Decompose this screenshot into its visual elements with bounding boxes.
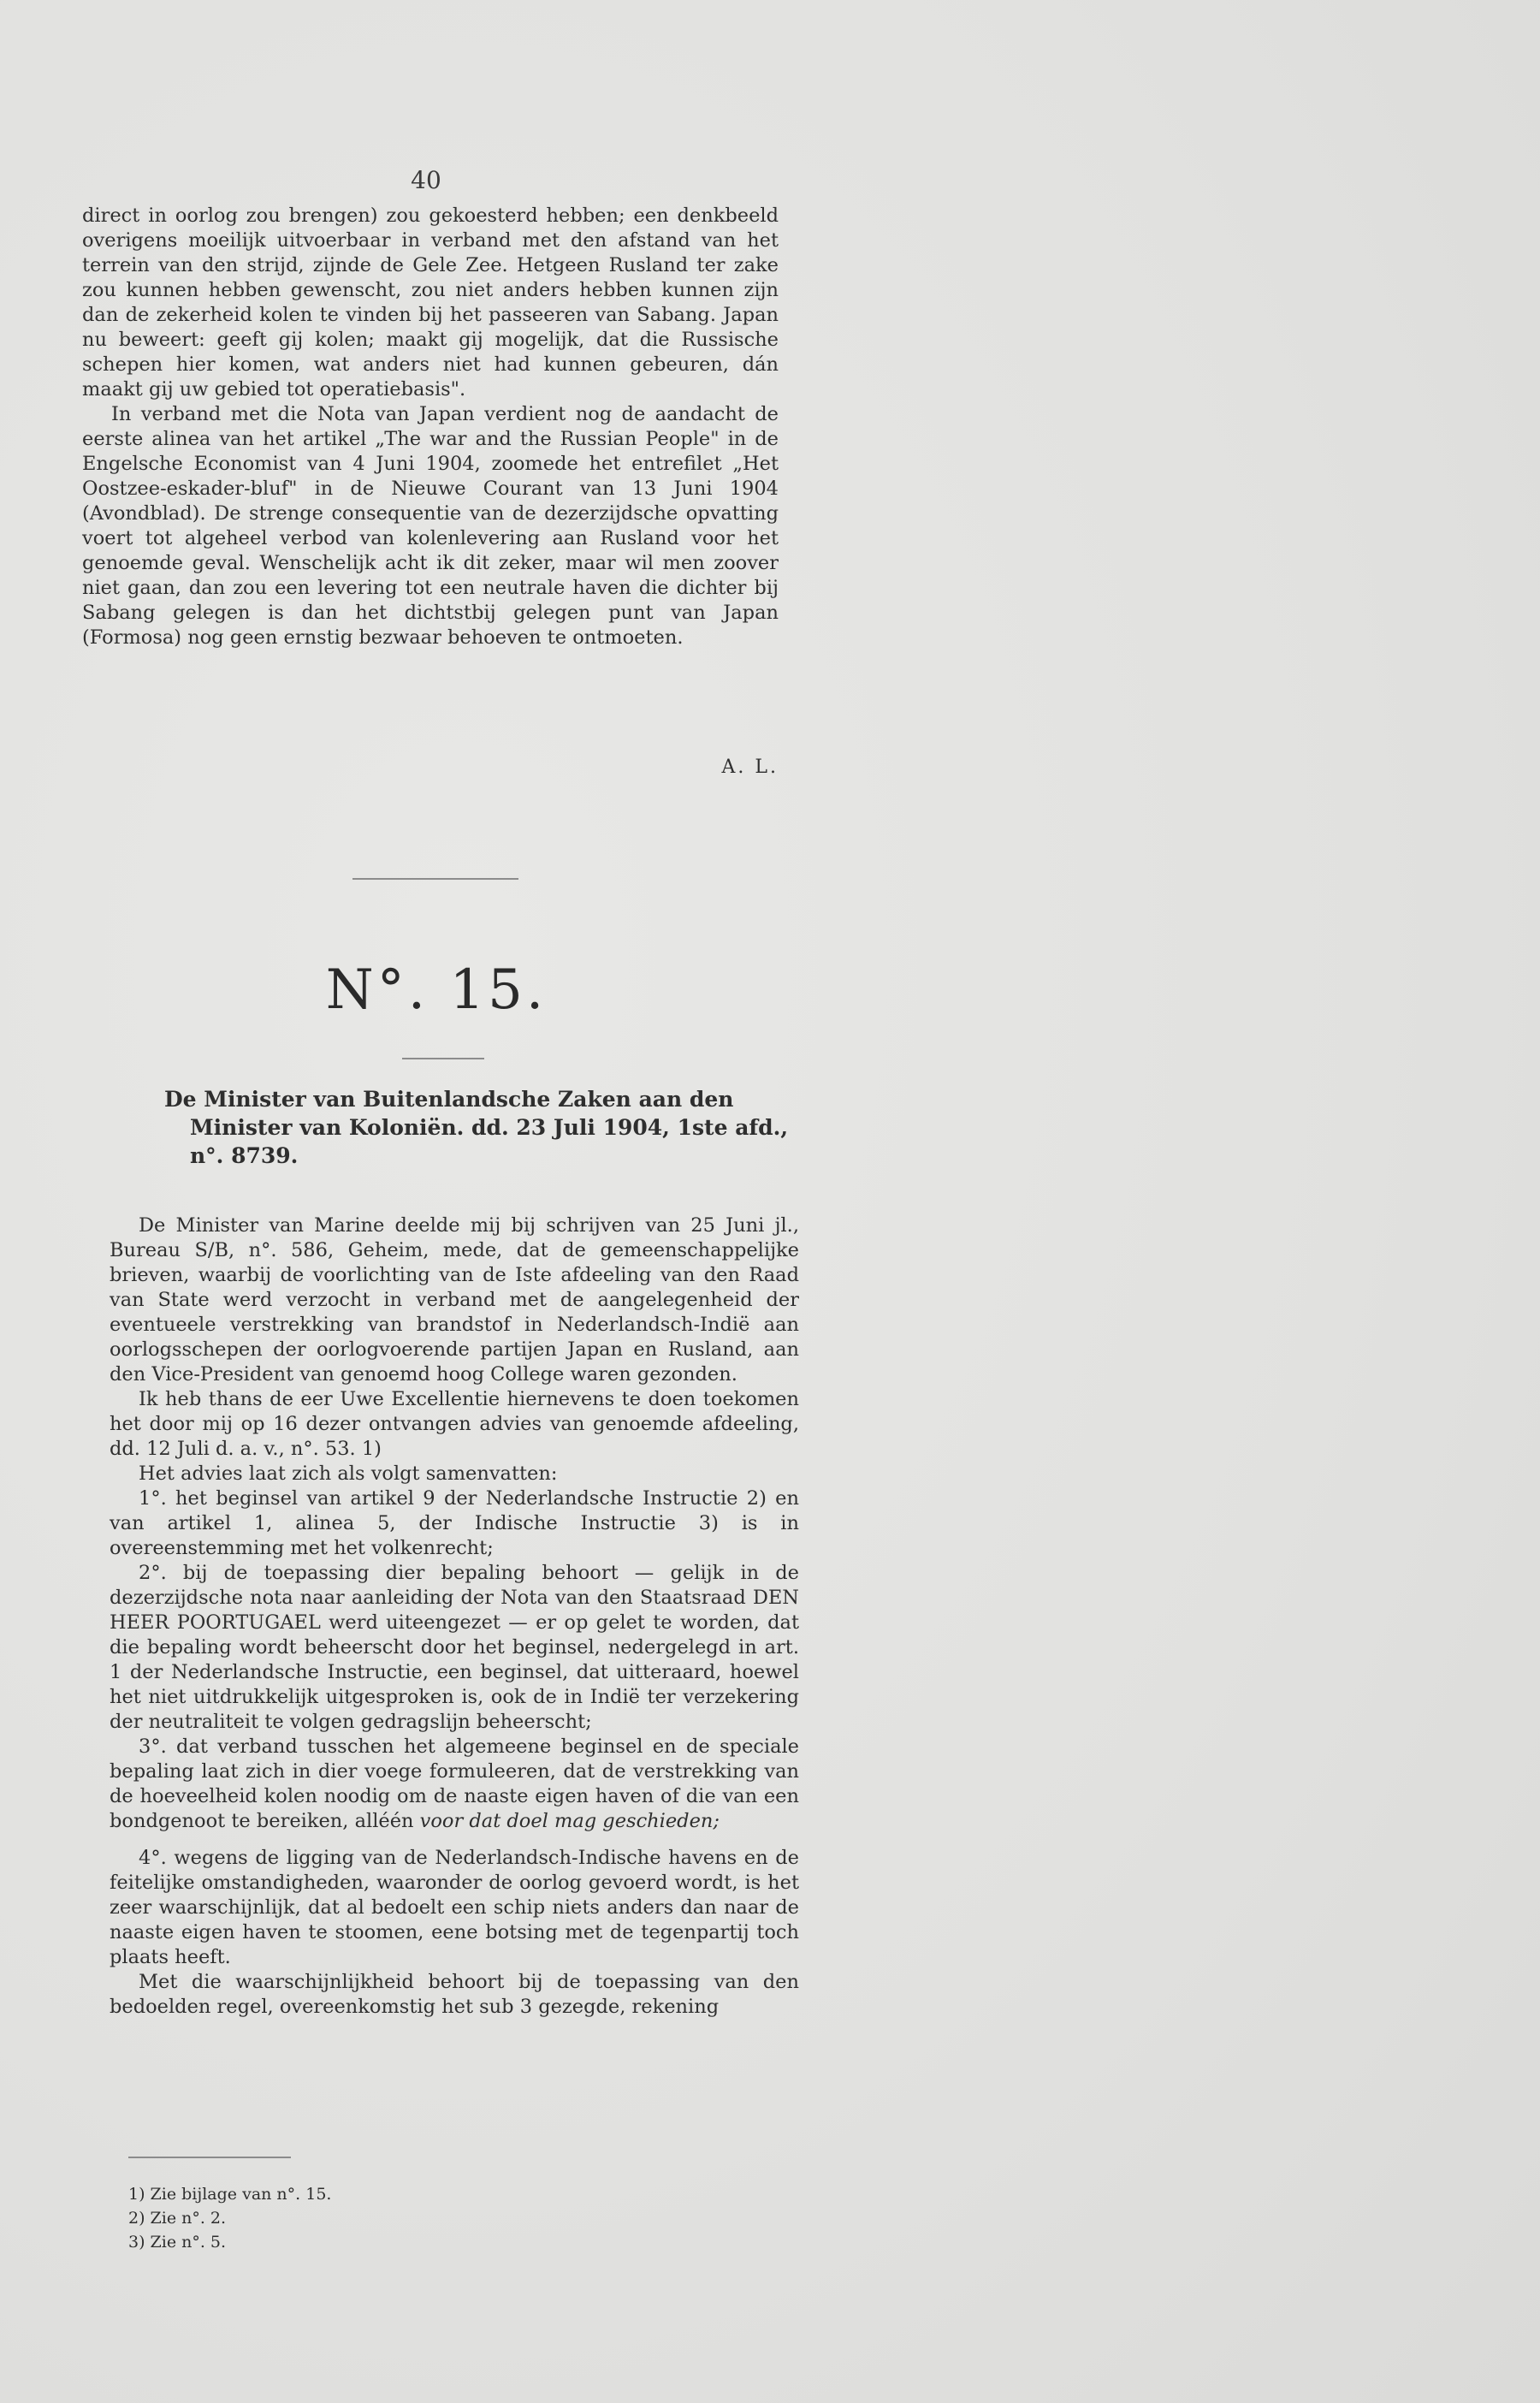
body-paragraph-2: Ik heb thans de eer Uwe Excellentie hiernevens te doen toekomen het door mij op 16 dezer ontvangen advies van genoemde afdeeling, dd. 12 Juli d. a. v., n°. 53. 1) xyxy=(110,1388,799,1460)
footnote: 3) Zie n°. 5. xyxy=(128,2233,227,2252)
continued-text-block xyxy=(82,204,779,650)
signature-initials: A. L. xyxy=(721,756,779,778)
footnote: 1) Zie bijlage van n°. 15. xyxy=(128,2185,332,2204)
footnote-rule xyxy=(128,2157,291,2158)
body-paragraph-3: Het advies laat zich als volgt samenvatten: xyxy=(139,1463,558,1485)
footnote: 2) Zie n°. 2. xyxy=(128,2209,227,2228)
body-paragraph-4: 1°. het beginsel van artikel 9 der Nederlandsche Instructie 2) en van artikel 1, alinea 5, der Indische Instructie 3) is in overeenstemming met het volkenrecht; xyxy=(110,1487,799,1559)
body-paragraph-7: 4°. wegens de ligging van de Nederlandsch-Indische havens en de feitelijke omstandigheden, waaronder de oorlog gevoerd wordt, is het zeer waarschijnlijk, dat al bedoelt een schip niets anders dan naar de naaste eigen haven te stoomen, eene botsing met de tegenpartij toch plaats heeft. xyxy=(110,1847,799,1968)
paragraph-continued: direct in oorlog zou brengen) zou gekoesterd hebben; een denkbeeld overigens moeilijk uitvoerbaar in verband met den afstand van het terrein van den strijd, zijnde de Gele Zee. Hetgeen Rusland ter zake zou kunnen hebben gewenscht, zou niet anders hebben kunnen zijn dan de zekerheid kolen te vinden bij het passeeren van Sabang. Japan nu beweert: geeft gij kolen; maakt gij mogelijk, dat die Russische schepen hier komen, wat anders niet had kunnen gebeuren, dán maakt gij uw gebied tot operatiebasis". xyxy=(82,205,779,400)
section-divider xyxy=(352,878,518,880)
letter-heading xyxy=(164,1085,789,1170)
body-paragraph-5: 2°. bij de toepassing dier bepaling behoort — gelijk in de dezerzijdsche nota naar aanleiding der Nota van den Staatsraad DEN HEER POORTUGAEL werd uiteengezet — er op gelet te worden, dat die bepaling wordt beheerscht door het beginsel, nedergelegd in art. 1 der Nederlandsche Instructie, een beginsel, dat uitteraard, hoewel het niet uitdrukkelijk uitgesproken is, ook de in Indië ter verzekering der neutraliteit te volgen gedragslijn beheerscht; xyxy=(110,1562,799,1733)
document-number: N°. 15. xyxy=(325,958,548,1022)
letter-body xyxy=(110,1213,799,2020)
heading-line-1: De Minister van Buitenlandsche Zaken aan den xyxy=(164,1087,734,1112)
body-paragraph-6 xyxy=(110,1735,799,1834)
footnotes xyxy=(128,2182,556,2254)
body-paragraph-1: De Minister van Marine deelde mij bij schrijven van 25 Juni jl., Bureau S/B, n°. 586, Geheim, mede, dat de gemeenschappelijke brieven, waarbij de voorlichting van de Iste afdeeling van den Raad van State werd verzocht in verband met de aangelegenheid der eventueele verstrekking van brandstof in Nederlandsch-Indië aan oorlogsschepen der oorlogvoerende partijen Japan en Rusland, aan den Vice-President van genoemd hoog College waren gezonden. xyxy=(110,1214,799,1385)
heading-line-2: Minister van Koloniën. dd. 23 Juli 1904, 1ste afd., xyxy=(190,1115,789,1140)
body-paragraph-6-text: 3°. dat verband tusschen het algemeene beginsel en de speciale bepaling laat zich in dier voege formuleeren, dat de verstrekking van de hoeveelheid kolen noodig om de naaste eigen haven of die van een bondgenoot te bereiken, alléén xyxy=(110,1736,799,1832)
number-underline xyxy=(402,1058,484,1059)
heading-line-3: n°. 8739. xyxy=(190,1143,299,1168)
paragraph-gap xyxy=(110,1834,799,1846)
page-number: 40 xyxy=(411,166,441,194)
body-paragraph-8: Met die waarschijnlijkheid behoort bij de toepassing van den bedoelden regel, overeenkomstig het sub 3 gezegde, rekening xyxy=(110,1971,799,2018)
body-paragraph-6-italic: voor dat doel mag geschieden; xyxy=(419,1810,720,1832)
paragraph-nota-japan: In verband met die Nota van Japan verdient nog de aandacht de eerste alinea van het artikel „The war and the Russian People" in de Engelsche Economist van 4 Juni 1904, zoomede het entrefilet „Het Oostzee-eskader-bluf" in de Nieuwe Courant van 13 Juni 1904 (Avondblad). De strenge consequentie van de dezerzijdsche opvatting voert tot algeheel verbod van kolenlevering aan Rusland voor het genoemde geval. Wenschelijk acht ik dit zeker, maar wil men zoover niet gaan, dan zou een levering tot een neutrale haven die dichter bij Sabang gelegen is dan het dichtstbij gelegen punt van Japan (Formosa) nog geen ernstig bezwaar behoeven te ontmoeten. xyxy=(82,403,779,649)
